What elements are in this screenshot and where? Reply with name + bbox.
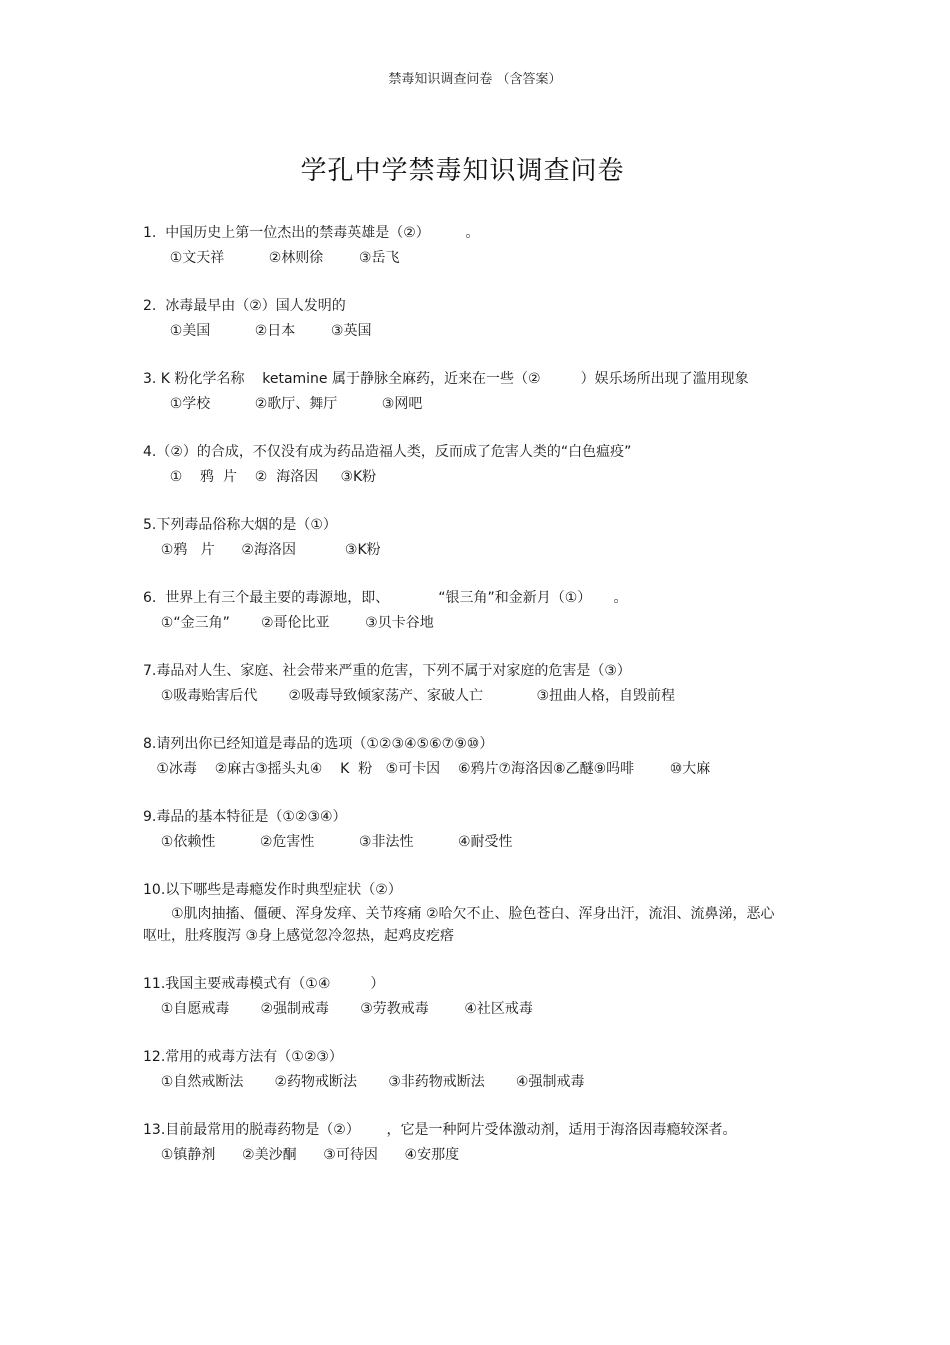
question-text: 2. 冰毒最早由（②）国人发明的 xyxy=(143,298,346,314)
question-text: 9.毒品的基本特征是（①②③④） xyxy=(143,809,347,825)
question-2 xyxy=(143,295,783,342)
question-text: 12.常用的戒毒方法有（①②③） xyxy=(143,1049,343,1065)
question-6 xyxy=(143,587,783,634)
question-text: 8.请列出你已经知道是毒品的选项（①②③④⑤⑥⑦⑨⑩） xyxy=(143,736,494,752)
question-12 xyxy=(143,1046,783,1093)
question-options: ①依赖性 ②危害性 ③非法性 ④耐受性 xyxy=(143,834,513,850)
question-text: 7.毒品对人生、家庭、社会带来严重的危害，下列不属于对家庭的危害是（③） xyxy=(143,663,631,679)
question-text: 3. K 粉化学名称 ketamine 属于静脉全麻药，近来在一些（② ）娱乐场所出现了滥用现象 xyxy=(143,371,749,387)
question-options: ①学校 ②歌厅、舞厅 ③网吧 xyxy=(143,396,423,412)
question-options: ①自愿戒毒 ②强制戒毒 ③劳教戒毒 ④社区戒毒 xyxy=(143,1001,533,1017)
question-13 xyxy=(143,1119,783,1166)
running-header: 禁毒知识调查问卷 （含答案） xyxy=(388,72,562,87)
question-10 xyxy=(143,879,783,947)
question-list xyxy=(143,222,783,1192)
question-options: ①美国 ②日本 ③英国 xyxy=(143,323,372,339)
question-text: 5.下列毒品俗称大烟的是（①） xyxy=(143,517,337,533)
question-options: ①吸毒贻害后代 ②吸毒导致倾家荡产、家破人亡 ③扭曲人格，自毁前程 xyxy=(143,688,676,704)
question-text: 6. 世界上有三个最主要的毒源地，即、 “银三角”和金新月（①） 。 xyxy=(143,590,628,606)
question-text: 10.以下哪些是毒瘾发作时典型症状（②） xyxy=(143,882,402,898)
question-options: ①镇静剂 ②美沙酮 ③可待因 ④安那度 xyxy=(143,1147,460,1163)
question-text: 11.我国主要戒毒模式有（①④ ） xyxy=(143,976,385,992)
question-options: ① 鸦 片 ② 海洛因 ③K粉 xyxy=(143,469,377,485)
question-3 xyxy=(143,368,783,415)
question-5 xyxy=(143,514,783,561)
question-options: ①冰毒 ②麻古③摇头丸④ K 粉 ⑤可卡因 ⑥鸦片⑦海洛因⑧乙醚⑨吗啡 ⑩大麻 xyxy=(143,761,711,777)
question-options: ①鸦 片 ②海洛因 ③K粉 xyxy=(143,542,381,558)
question-11 xyxy=(143,973,783,1020)
question-1 xyxy=(143,222,783,269)
question-8 xyxy=(143,733,783,780)
question-7 xyxy=(143,660,783,707)
question-text: 4.（②）的合成，不仅没有成为药品造福人类，反而成了危害人类的“白色瘟疫” xyxy=(143,444,632,460)
question-options: ①“金三角” ②哥伦比亚 ③贝卡谷地 xyxy=(143,615,434,631)
question-4 xyxy=(143,441,783,488)
question-text: 13.目前最常用的脱毒药物是（②） ，它是一种阿片受体激动剂，适用于海洛因毒瘾较深者。 xyxy=(143,1122,737,1138)
question-text: 1. 中国历史上第一位杰出的禁毒英雄是（②） 。 xyxy=(143,225,480,241)
question-9 xyxy=(143,806,783,853)
question-options: ①肌肉抽搐、僵硬、浑身发痒、关节疼痛 ②哈欠不止、脸色苍白、浑身出汗，流泪、流鼻涕，恶心呕吐，肚疼腹泻 ③身上感觉忽冷忽热，起鸡皮疙瘩 xyxy=(143,906,775,944)
question-options: ①自然戒断法 ②药物戒断法 ③非药物戒断法 ④强制戒毒 xyxy=(143,1074,585,1090)
document-title: 学孔中学禁毒知识调查问卷 xyxy=(300,156,625,186)
question-options: ①文天祥 ②林则徐 ③岳飞 xyxy=(143,250,400,266)
